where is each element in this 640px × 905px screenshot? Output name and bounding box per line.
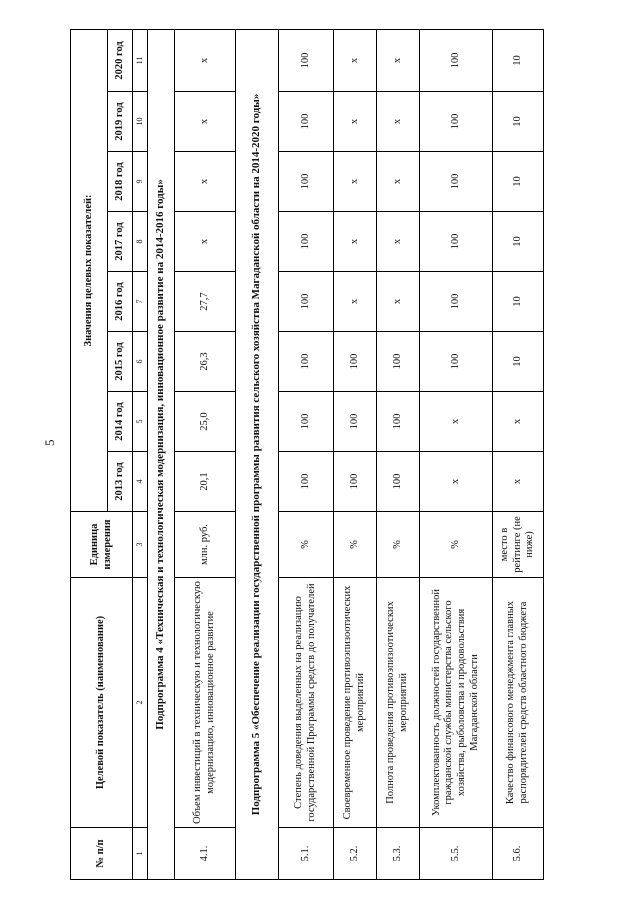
header-year: 2016 год xyxy=(108,272,133,332)
row-value: х xyxy=(377,152,420,212)
column-index: 6 xyxy=(133,332,148,392)
header-year: 2014 год xyxy=(108,392,133,452)
row-value: 100 xyxy=(377,392,420,452)
row-value: 25,0 xyxy=(175,392,236,452)
column-index: 9 xyxy=(133,152,148,212)
row-num: 5.1. xyxy=(279,828,334,880)
row-name: Полнота проведения противоэпизоотических мероприятий xyxy=(377,578,420,828)
row-value: 100 xyxy=(377,332,420,392)
header-name: Целевой показатель (наименование) xyxy=(71,578,133,828)
row-value: 100 xyxy=(420,272,493,332)
row-unit: % xyxy=(279,512,334,578)
row-value: х xyxy=(175,212,236,272)
row-value: х xyxy=(377,212,420,272)
row-value: 100 xyxy=(334,452,377,512)
row-num: 5.6. xyxy=(493,828,544,880)
row-value: 100 xyxy=(420,152,493,212)
row-value: х xyxy=(334,152,377,212)
column-index: 5 xyxy=(133,392,148,452)
row-unit: % xyxy=(377,512,420,578)
row-value: 27,7 xyxy=(175,272,236,332)
header-year: 2017 год xyxy=(108,212,133,272)
row-value: 100 xyxy=(279,92,334,152)
row-value: 100 xyxy=(279,332,334,392)
column-index: 8 xyxy=(133,212,148,272)
column-index: 11 xyxy=(133,29,148,91)
row-value: 100 xyxy=(279,452,334,512)
row-value: х xyxy=(175,152,236,212)
header-year: 2020 год xyxy=(108,29,133,91)
row-value: х xyxy=(420,452,493,512)
row-name: Своевременное проведение противоэпизоотических мероприятий xyxy=(334,578,377,828)
header-unit: Единица измерения xyxy=(71,512,133,578)
row-value: 100 xyxy=(420,29,493,91)
row-value: х xyxy=(334,29,377,91)
table-row xyxy=(493,29,544,879)
row-value: 10 xyxy=(493,272,544,332)
row-num: 5.5. xyxy=(420,828,493,880)
header-year: 2019 год xyxy=(108,92,133,152)
page-number: 5 xyxy=(42,439,57,446)
column-index: 2 xyxy=(133,578,148,828)
row-name: Объем инвестиций в техническую и технологическую модернизацию, инновационное развитие xyxy=(175,578,236,828)
row-name: Укомплектованность должностей государственной гражданской службы министерства сельского хозяйства, рыболовства и продовольствия Магаданской области xyxy=(420,578,493,828)
row-value: 10 xyxy=(493,332,544,392)
row-value: х xyxy=(493,452,544,512)
row-value: 10 xyxy=(493,29,544,91)
header-values: Значения целевых показателей: xyxy=(71,29,108,511)
row-unit: % xyxy=(420,512,493,578)
row-value: х xyxy=(334,92,377,152)
header-year: 2013 год xyxy=(108,452,133,512)
row-value: 26,3 xyxy=(175,332,236,392)
column-index: 1 xyxy=(133,828,148,880)
target-indicators-table xyxy=(70,29,544,880)
row-value: 10 xyxy=(493,212,544,272)
row-num: 4.1. xyxy=(175,828,236,880)
table-row xyxy=(175,29,236,879)
header-year: 2015 год xyxy=(108,332,133,392)
row-value: х xyxy=(420,392,493,452)
row-value: 100 xyxy=(334,392,377,452)
header-year: 2018 год xyxy=(108,152,133,212)
row-unit: % xyxy=(334,512,377,578)
row-num: 5.2. xyxy=(334,828,377,880)
row-value: х xyxy=(377,272,420,332)
section-title: Подпрограмма 5 «Обеспечение реализации государственной программы развития сельского хозяйства Магаданской области на 2014-2020 годы» xyxy=(236,29,279,879)
column-index: 4 xyxy=(133,452,148,512)
rotated-table-container xyxy=(70,30,632,880)
row-unit: место в рейтинге (не ниже) xyxy=(493,512,544,578)
row-value: х xyxy=(377,92,420,152)
row-value: 20,1 xyxy=(175,452,236,512)
row-name: Качество финансового менеджмента главных распорядителей средств областного бюджета xyxy=(493,578,544,828)
row-value: 100 xyxy=(279,212,334,272)
table-row xyxy=(279,29,334,879)
row-value: х xyxy=(377,29,420,91)
row-value: 100 xyxy=(279,272,334,332)
row-value: 100 xyxy=(420,212,493,272)
row-value: 100 xyxy=(334,332,377,392)
row-value: 100 xyxy=(279,152,334,212)
row-value: 10 xyxy=(493,152,544,212)
row-name: Степень доведения выделенных на реализацию государственной Программы средств до получателей xyxy=(279,578,334,828)
row-value: 100 xyxy=(279,29,334,91)
row-value: 100 xyxy=(279,392,334,452)
row-value: х xyxy=(175,29,236,91)
row-value: 100 xyxy=(420,92,493,152)
row-value: х xyxy=(334,272,377,332)
column-index: 3 xyxy=(133,512,148,578)
column-index: 10 xyxy=(133,92,148,152)
row-value: 10 xyxy=(493,92,544,152)
table-row xyxy=(377,29,420,879)
row-value: х xyxy=(493,392,544,452)
table-row xyxy=(420,29,493,879)
header-num: № п/п xyxy=(71,828,133,880)
row-value: х xyxy=(175,92,236,152)
row-value: 100 xyxy=(420,332,493,392)
row-unit: млн. руб. xyxy=(175,512,236,578)
section-title: Подпрограмма 4 «Техническая и технологическая модернизация, инновационное развитие на 2014-2016 годы» xyxy=(148,29,175,879)
row-num: 5.3. xyxy=(377,828,420,880)
row-value: х xyxy=(334,212,377,272)
column-index: 7 xyxy=(133,272,148,332)
row-value: 100 xyxy=(377,452,420,512)
table-row xyxy=(334,29,377,879)
